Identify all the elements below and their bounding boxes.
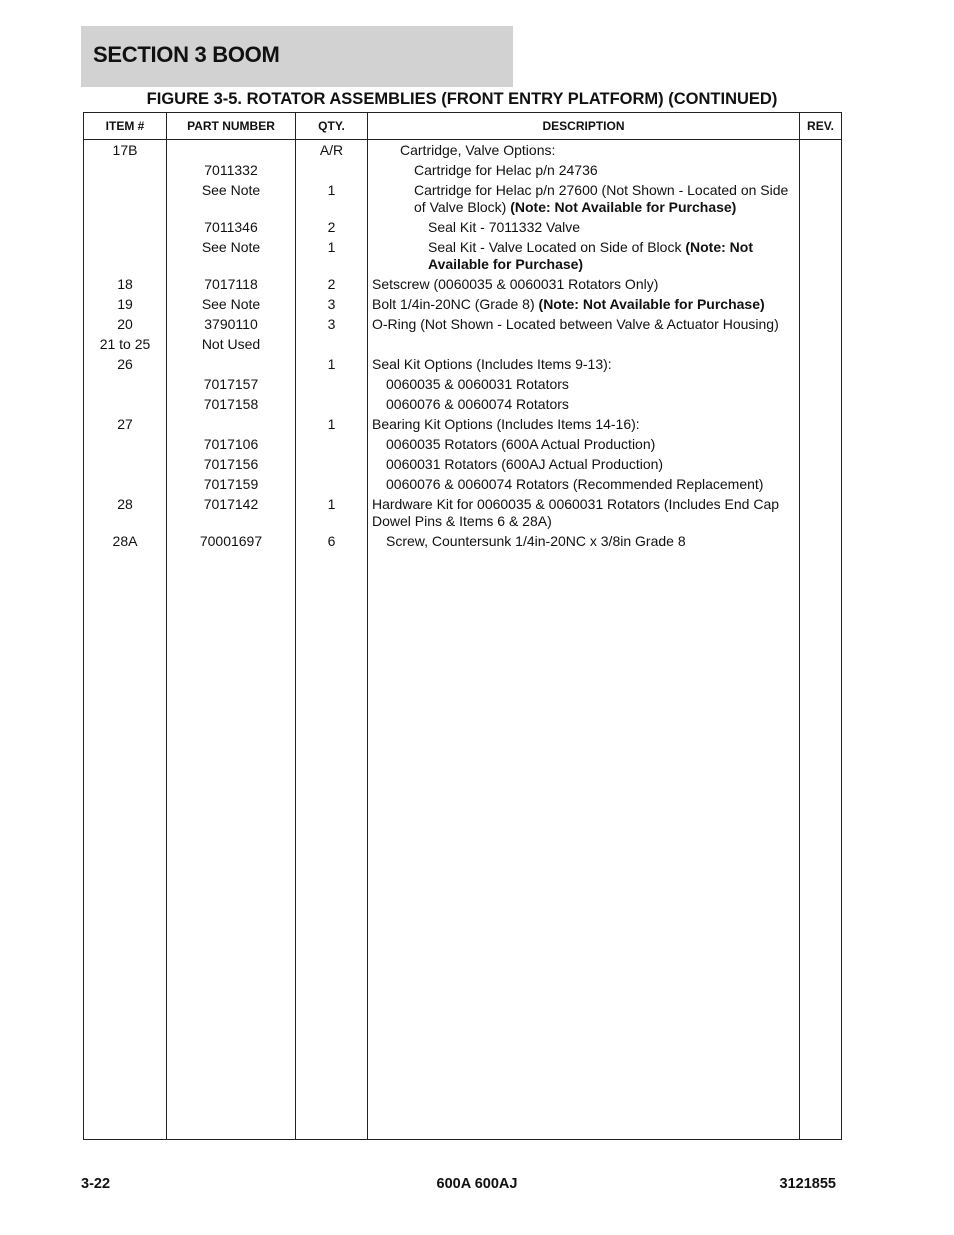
table-header-row: [84, 113, 842, 140]
description-text: 0060035 Rotators (600A Actual Production): [386, 436, 656, 452]
quantity-cell: [296, 393, 368, 413]
part-number-cell: 7017106: [167, 433, 296, 453]
part-number-cell: See Note: [167, 236, 296, 273]
header-rev: REV.: [800, 113, 842, 140]
quantity-cell: [296, 433, 368, 453]
figure-title: FIGURE 3-5. ROTATOR ASSEMBLIES (FRONT ENTRY PLATFORM) (CONTINUED): [146, 90, 778, 108]
part-number-cell: 7017156: [167, 453, 296, 473]
header-part-number: PART NUMBER: [167, 113, 296, 140]
revision-cell: [800, 353, 842, 373]
quantity-cell: 1: [296, 353, 368, 373]
table-row: [84, 373, 842, 393]
part-number-cell: Not Used: [167, 333, 296, 353]
description-content: [372, 219, 795, 236]
quantity-cell: 2: [296, 273, 368, 293]
description-text: Cartridge, Valve Options:: [400, 142, 556, 158]
revision-cell: [800, 433, 842, 453]
item-number-cell: [84, 393, 167, 413]
description-text: 0060035 & 0060031 Rotators: [386, 376, 569, 392]
description-text: Seal Kit - 7011332 Valve: [428, 219, 581, 235]
table-filler-row: [84, 550, 842, 1140]
description-content: [372, 316, 795, 333]
description-cell: [368, 433, 800, 453]
section-header: [81, 26, 513, 87]
description-text: 0060076 & 0060074 Rotators: [386, 396, 569, 412]
revision-cell: [800, 530, 842, 550]
item-number-cell: 20: [84, 313, 167, 333]
description-content: [372, 396, 795, 413]
part-number-cell: 7017157: [167, 373, 296, 393]
description-cell: [368, 159, 800, 179]
item-number-cell: [84, 453, 167, 473]
document-number: 3121855: [779, 1176, 836, 1192]
table-row: [84, 159, 842, 179]
table-row: [84, 216, 842, 236]
part-number-cell: 7011332: [167, 159, 296, 179]
revision-cell: [800, 179, 842, 216]
revision-cell: [800, 159, 842, 179]
description-cell: [368, 179, 800, 216]
item-number-cell: [84, 433, 167, 453]
revision-cell: [800, 493, 842, 530]
description-content: [372, 456, 795, 473]
description-content: [372, 416, 795, 433]
description-text: Seal Kit - Valve Located on Side of Block: [428, 239, 686, 255]
quantity-cell: 1: [296, 236, 368, 273]
table-row: [84, 313, 842, 333]
description-content: [372, 476, 795, 493]
table-row: [84, 453, 842, 473]
revision-cell: [800, 393, 842, 413]
description-text: Hardware Kit for 0060035 & 0060031 Rotators (Includes End Cap Dowel Pins & Items 6 & 28A): [372, 496, 780, 529]
page-number: 3-22: [81, 1176, 111, 1192]
table-row: [84, 393, 842, 413]
part-number-cell: [167, 353, 296, 373]
revision-cell: [800, 413, 842, 433]
quantity-cell: [296, 333, 368, 353]
model-name: 600A 600AJ: [436, 1176, 518, 1192]
purchase-note: (Note: Not Available for Purchase): [428, 239, 753, 272]
description-text: Bolt 1/4in-20NC (Grade 8): [372, 296, 539, 312]
revision-cell: [800, 140, 842, 160]
quantity-cell: 1: [296, 413, 368, 433]
description-cell: [368, 236, 800, 273]
header-item: ITEM #: [84, 113, 167, 140]
table-row: [84, 433, 842, 453]
description-text: 0060031 Rotators (600AJ Actual Production): [386, 456, 664, 472]
description-content: [372, 239, 795, 273]
description-text: O-Ring (Not Shown - Located between Valve & Actuator Housing): [372, 316, 779, 332]
part-number-cell: See Note: [167, 293, 296, 313]
revision-cell: [800, 473, 842, 493]
quantity-cell: 3: [296, 313, 368, 333]
description-content: [372, 162, 795, 179]
section-title: SECTION 3 BOOM: [93, 42, 280, 67]
item-number-cell: [84, 373, 167, 393]
description-text: Screw, Countersunk 1/4in-20NC x 3/8in Grade 8: [386, 533, 686, 549]
quantity-cell: 2: [296, 216, 368, 236]
item-number-cell: 18: [84, 273, 167, 293]
item-number-cell: 28A: [84, 530, 167, 550]
description-content: [372, 182, 795, 216]
description-cell: [368, 393, 800, 413]
part-number-cell: [167, 140, 296, 160]
part-number-cell: 7011346: [167, 216, 296, 236]
item-number-cell: 17B: [84, 140, 167, 160]
description-text: Seal Kit Options (Includes Items 9-13):: [372, 356, 612, 372]
header-description: DESCRIPTION: [368, 113, 800, 140]
part-number-cell: 7017159: [167, 473, 296, 493]
revision-cell: [800, 293, 842, 313]
table-row: [84, 333, 842, 353]
header-qty: QTY.: [296, 113, 368, 140]
description-cell: [368, 493, 800, 530]
description-content: [372, 436, 795, 453]
item-number-cell: [84, 159, 167, 179]
item-number-cell: 19: [84, 293, 167, 313]
table-row: [84, 473, 842, 493]
parts-table-body: [84, 140, 842, 1140]
table-row: [84, 273, 842, 293]
description-cell: [368, 453, 800, 473]
part-number-cell: 7017142: [167, 493, 296, 530]
item-number-cell: 27: [84, 413, 167, 433]
table-row: [84, 530, 842, 550]
quantity-cell: 6: [296, 530, 368, 550]
part-number-cell: See Note: [167, 179, 296, 216]
quantity-cell: 1: [296, 493, 368, 530]
revision-cell: [800, 216, 842, 236]
description-cell: [368, 140, 800, 160]
description-content: [372, 276, 795, 293]
revision-cell: [800, 236, 842, 273]
item-number-cell: [84, 236, 167, 273]
part-number-cell: 70001697: [167, 530, 296, 550]
description-text: Cartridge for Helac p/n 27600 (Not Shown - Located on Side of Valve Block): [414, 182, 789, 215]
description-content: [372, 296, 795, 313]
item-number-cell: [84, 473, 167, 493]
description-content: [372, 142, 795, 159]
revision-cell: [800, 313, 842, 333]
part-number-cell: 7017158: [167, 393, 296, 413]
description-text: Cartridge for Helac p/n 24736: [414, 162, 598, 178]
quantity-cell: [296, 453, 368, 473]
description-cell: [368, 353, 800, 373]
item-number-cell: 28: [84, 493, 167, 530]
revision-cell: [800, 333, 842, 353]
table-row: [84, 413, 842, 433]
description-cell: [368, 413, 800, 433]
quantity-cell: 1: [296, 179, 368, 216]
description-cell: [368, 373, 800, 393]
revision-cell: [800, 273, 842, 293]
quantity-cell: A/R: [296, 140, 368, 160]
description-text: Bearing Kit Options (Includes Items 14-16):: [372, 416, 640, 432]
purchase-note: (Note: Not Available for Purchase): [510, 199, 737, 215]
description-cell: [368, 313, 800, 333]
description-content: [372, 376, 795, 393]
item-number-cell: [84, 216, 167, 236]
description-content: [372, 533, 795, 550]
description-content: [372, 356, 795, 373]
part-number-cell: [167, 413, 296, 433]
description-cell: [368, 333, 800, 353]
description-text: Setscrew (0060035 & 0060031 Rotators Only): [372, 276, 659, 292]
description-cell: [368, 293, 800, 313]
revision-cell: [800, 453, 842, 473]
description-text: 0060076 & 0060074 Rotators (Recommended Replacement): [386, 476, 764, 492]
description-cell: [368, 530, 800, 550]
item-number-cell: 26: [84, 353, 167, 373]
item-number-cell: [84, 179, 167, 216]
table-row: [84, 140, 842, 160]
revision-cell: [800, 373, 842, 393]
quantity-cell: [296, 159, 368, 179]
table-row: [84, 236, 842, 273]
purchase-note: (Note: Not Available for Purchase): [538, 296, 765, 312]
description-cell: [368, 273, 800, 293]
description-cell: [368, 473, 800, 493]
quantity-cell: [296, 473, 368, 493]
quantity-cell: [296, 373, 368, 393]
table-row: [84, 179, 842, 216]
table-row: [84, 293, 842, 313]
table-row: [84, 353, 842, 373]
parts-table: [83, 112, 842, 1140]
quantity-cell: 3: [296, 293, 368, 313]
table-row: [84, 493, 842, 530]
part-number-cell: 7017118: [167, 273, 296, 293]
part-number-cell: 3790110: [167, 313, 296, 333]
description-cell: [368, 216, 800, 236]
description-content: [372, 496, 795, 530]
item-number-cell: 21 to 25: [84, 333, 167, 353]
